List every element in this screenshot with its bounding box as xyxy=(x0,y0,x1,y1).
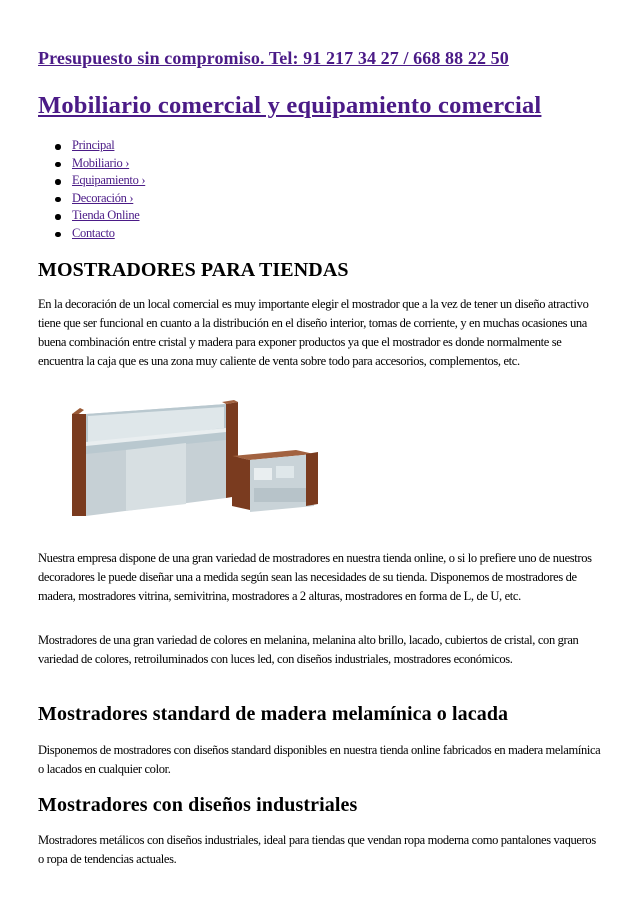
counters-photo xyxy=(66,398,321,526)
nav-link-tienda-online[interactable]: Tienda Online xyxy=(72,208,140,223)
nav-link-decoracion[interactable]: Decoración › xyxy=(72,190,134,205)
nav-item-tienda-online xyxy=(38,207,145,225)
nav-link-contacto[interactable]: Contacto xyxy=(72,225,115,240)
nav-link-principal[interactable]: Principal xyxy=(72,138,115,152)
variety-paragraph: Nuestra empresa dispone de una gran variedad de mostradores en nuestra tienda online, o si lo prefiere uno de nuestros decoradores le puede diseñar una a medida según sean las necesidades de su tienda. Disponemos de mostradores de madera, mostradores vitrina, semivitrina, mostradores a 2 alturas, mostradores en forma de L, de U, etc. xyxy=(38,551,592,603)
section-industrial-text: Mostradores metálicos con diseños industriales, ideal para tiendas que vendan ropa moderna como pantalones vaqueros o ropa de tendencias actuales. xyxy=(38,833,596,866)
nav-link-equipamiento[interactable]: Equipamiento › xyxy=(72,173,146,188)
nav-item-principal xyxy=(38,137,145,155)
nav-link-mobiliario[interactable]: Mobiliario › xyxy=(72,155,130,170)
section-standard-heading: Mostradores standard de madera melamínica o lacada xyxy=(38,703,509,725)
nav-item-mobiliario xyxy=(38,155,145,173)
large-counter-illustration xyxy=(72,400,238,516)
phone-link[interactable]: Presupuesto sin compromiso. Tel: 91 217 34 27 / 668 88 22 50 xyxy=(38,48,509,68)
intro-paragraph: En la decoración de un local comercial es muy importante elegir el mostrador que a la vez de tener un diseño atractivo tiene que ser funcional en cuanto a la distribución en el diseño interior, tomas de corriente, y en muchas ocasiones una buena combinación entre cristal y madera para exponer productos ya que el mostrador es donde normalmente se encuentra la caja que es una zona muy caliente de venta sobre todo para accesorios, complementos, etc. xyxy=(38,297,589,368)
main-nav xyxy=(38,137,145,243)
section-industrial-heading: Mostradores con diseños industriales xyxy=(38,794,358,816)
page-heading: MOSTRADORES PARA TIENDAS xyxy=(38,259,349,281)
nav-item-equipamiento xyxy=(38,172,145,190)
small-counter-illustration xyxy=(232,450,318,512)
nav-item-decoracion xyxy=(38,190,145,208)
colors-paragraph: Mostradores de una gran variedad de colores en melanina, melanina alto brillo, lacado, cubiertos de cristal, con gran variedad de colores, retroiluminados con luces led, con diseños industriales, mostradores económicos. xyxy=(38,633,579,666)
site-title-link[interactable]: Mobiliario comercial y equipamiento comercial xyxy=(38,92,542,119)
nav-item-contacto xyxy=(38,225,145,243)
section-standard-text: Disponemos de mostradores con diseños standard disponibles en nuestra tienda online fabricados en madera melamínica o lacados en cualquier color. xyxy=(38,743,601,776)
